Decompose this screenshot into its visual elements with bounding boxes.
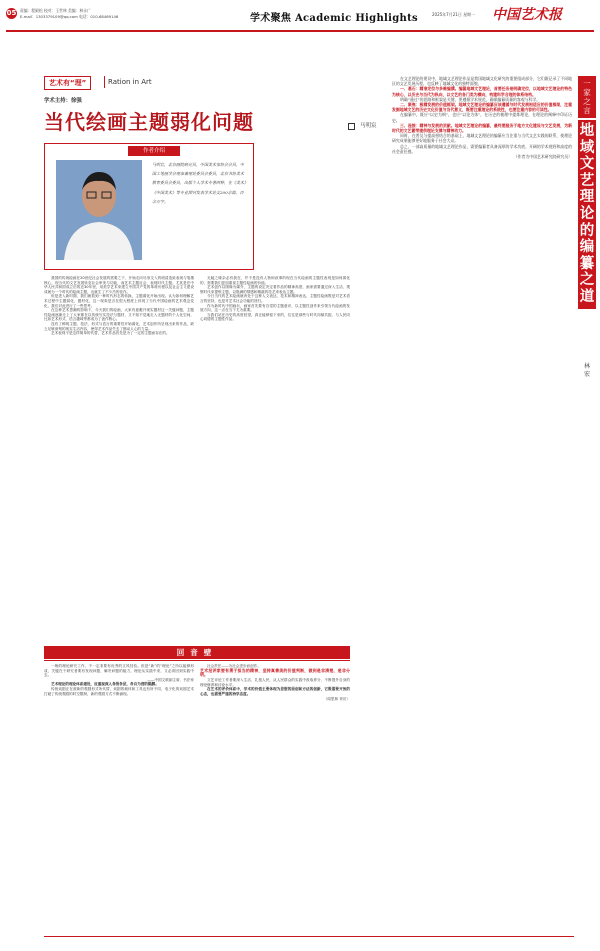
- side-paragraph: 在文艺理论的建设中，地域文艺理论作品是我国地域文化研究的重要组成部分，它们既记录了不同地区的文艺发展历程，也反映了地域文化的独特面貌。: [392, 76, 572, 87]
- page-number: 05: [6, 9, 17, 17]
- side-label: [578, 76, 596, 379]
- footer-rule: [44, 936, 574, 937]
- paragraph: 当我们站在历史的高度回望，真正能够留下来的，往往是那些与时代同频共振、与人民同心同德的主题性作品。: [200, 312, 350, 322]
- review-quote: 一般的理论研究工作，不一定非要有优秀的文风经验。但是“新”的“理论”之所以能够形成，关键在于研究者要有发现问题、解决问题的能力，理论从实践中来，又必须回到实践中去。: [44, 664, 194, 678]
- page-header: [0, 0, 600, 34]
- review-quote-author: ——中国文联副主席、书法家: [147, 677, 194, 682]
- side-paragraph: 总之，一部高质量的地域文艺理论作品，需要编纂者具备深厚的学术功底、开阔的学术视野和高度的社会责任感。: [392, 143, 572, 154]
- review-quote: 文艺评论工作者要深入生活、扎根人民，从人民群众的实践中汲取养分，不断提升自身的理论修养和评论水平。: [200, 678, 350, 687]
- article-headline: 当代绘画主题弱化问题: [44, 110, 254, 134]
- contact-line: E-mail：1303379109@qq.com 电话：010-68469146: [20, 14, 119, 19]
- paragraph: 艺术表现不是这样简单的代替，艺术作品首先是为了一定的主题而存在的。: [51, 331, 170, 336]
- paragraph: 在这种艺术思潮的影响下，今天我们的绘画，大家有意避开现实题材这一关键问题，主题性绘画逐渐走上了大家都在以传统写实技法与题材，又不知不觉地走入无题材的个人化空间，比如艺术形式、语言趣味等都成为了创作核心。: [44, 308, 194, 322]
- staff-credits: 责编：程殿松 校对：王世林 美编：林永广: [20, 8, 91, 13]
- review-column-1: [44, 664, 194, 932]
- side-subheading-2: 二、聚焦：极精发展的价值框架。地域文艺理论的编纂应该遵循与时代发展相适应的价值框架，注重发掘地域文艺的历史文化价值与当代意义，既要注重理论的系统性，也要注重内容的可读性。: [392, 102, 572, 113]
- paragraph: 今日当代的艺术绘画就该处于这种人文表达，技术和精神表达，主题性绘画既是对艺术语言的坚持，也是对艺术社会功能的回归。: [200, 294, 350, 303]
- side-paragraph: 同时，在普及与提高相结合的基础上，地域文艺理论的编纂应当注重与当代文艺实践的联系，使理论研究成果能够更好地服务于社会大众。: [392, 133, 572, 144]
- paragraph: 没有了鲜明主题，技法、形式与语言的重要性开始弱化，艺术创作所呈现出来的作品，缺乏足够深刻的现实生活内容，使得艺术作品失去了撼动人心的力量。: [44, 321, 194, 331]
- side-article-body: [392, 76, 572, 932]
- side-paragraph: 在编纂中，既应“以史为纲”，也应“以论为体”，在历史的梳理中提炼理论，在理论的阐释中印证历史。: [392, 112, 572, 123]
- paragraph: 作为新时代中国画坛，画家首先要有自觉的主题意识，以主题性创作来引领当代绘画的发展方向，这一点在当下尤为重要。: [200, 303, 350, 313]
- section-title: 学术聚焦 Academic Highlights: [250, 13, 418, 24]
- review-wall-title: 回音壁: [44, 646, 350, 659]
- byline: 马明宸: [360, 123, 377, 129]
- side-footer-note: （作者为中国艺术研究院研究员）: [513, 154, 572, 160]
- paragraph: 无疑之缘杂必有我在，并不是没有人物和叙事的现在当代绘画的主题性表现是如何弱化的，需要我们更加重视主题性绘画的价值。: [200, 276, 350, 285]
- review-rule: [44, 660, 350, 661]
- review-quote: 传统戏剧正在被新的观剧形式所代替，戏剧的载体和工具也有所不同，电子化的戏剧艺术打破了传统观剧的时空限制，新的观剧方式不断涌现。: [44, 686, 194, 696]
- column-tag: 艺术有“理”: [44, 76, 91, 90]
- review-quote: 社会责任——为社会进步而创作。: [207, 664, 261, 668]
- bio-title: 作者介绍: [128, 146, 180, 156]
- review-emphasis: 艺术理论的理论体系建设，应重视深入各级各层，各自为营的隔膜。: [51, 682, 159, 687]
- side-paragraph: 明确“通过”的思路和框架是关键，要遵循学术规范，确保编纂质量的客观与科学。: [400, 96, 541, 102]
- article-column-2: [200, 276, 350, 638]
- article-column-1: [44, 276, 194, 638]
- side-author: 林 宏: [583, 362, 590, 378]
- paragraph: 我国的传统绘画在20世纪社会发展的需要之下，开始走向尽形交入的明清造致表现与笔墨核心，现当代的文艺发展转变社会审美与功能，而艺术主题社会，表现时代主题。尤其是在中华人民共和国成立后的近30年里，用美学艺术来建立中国共产党的革命历程以及社会主义建设成就为一个时代的绘画主题，也就生了不少杰的佳作。: [44, 276, 194, 294]
- review-column-2: [200, 664, 350, 932]
- side-article-title: 地 域 文 艺 理 论 的 编 纂 之 道: [578, 120, 596, 309]
- bio-text: 马明宸，北京画院研究员，中国美术家协会会员，中国工笔画学会理事兼理论委员会委员，北京书协美术教育委员会委员，出版个人学术专著四种，在《美术》《中国美术》等专业期刊发表学术论文200余篇，百余万字。: [152, 162, 246, 204]
- issue-date: 2025年7月21日 星期一: [432, 12, 476, 17]
- newspaper-logo: 中国艺术报: [492, 7, 562, 23]
- host-line: 学术主持：徐强: [44, 98, 82, 104]
- portrait-illustration: [56, 160, 142, 260]
- author-portrait: [56, 160, 142, 260]
- column-tag-english: Ration in Art: [104, 76, 152, 88]
- paragraph: 但是进入新时期，我们就看到一种时代形态的转换，主题弱化开始出现。认为如何理解艺术过程中主题弱化，题材化，这一现象是否在很大程度上体现了当代中国绘画的艺术观念变化，我们对此进行了一些思考。: [44, 294, 194, 308]
- byline-square-icon: [348, 123, 355, 130]
- header-rule: [6, 30, 594, 32]
- side-subheading-1: 一、基石：精准定位与多维编撰。编纂地域文艺理论，首要任务是明确定位，以地域文艺理论的特色为核心，以历史与当代为纵向，以文艺的各门类为横向，构建科学合理的体系结构。: [392, 86, 572, 97]
- review-emphasis: 在艺术的评价体系中，学术的价值主要体现为思想的原创和方法的创新，它既需要开放的心态，也需要严谨的治学态度。: [200, 687, 350, 696]
- paragraph: 艺术创作以图像为媒介，主题的设定决定着作品的精神高度，画家需要通过深入生活、观察时代来提炼主题，以饱满的情感和精湛的技艺来表达主题。: [200, 285, 350, 294]
- review-emphasis-red: 艺术批评家要有勇于担当的精神，坚持真善美的价值判断，做到是非清楚、是非分明。: [200, 667, 350, 678]
- review-note: （周思林 采访）: [323, 696, 350, 701]
- side-category: 一 家 之 言: [578, 76, 596, 118]
- side-subheading-3: 三、连接：精神与发展的贡献。地域文艺理论的编纂，最终要服务于地方文化建设与文艺发展，为新时代的文艺繁荣提供理论支撑与精神动力。: [392, 122, 572, 134]
